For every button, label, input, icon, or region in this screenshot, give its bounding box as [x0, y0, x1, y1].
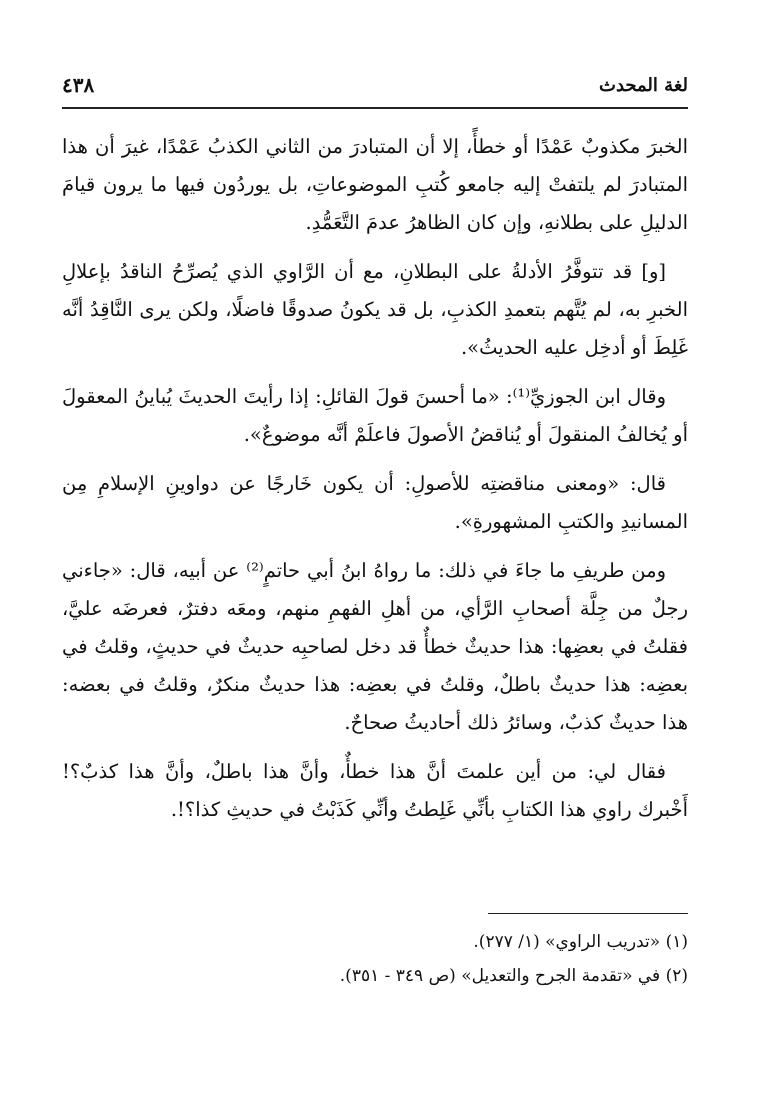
page-header: [62, 70, 688, 100]
paragraph-1: الخبرَ مكذوبٌ عَمْدًا أو خطأً، إلا أن المتبادرَ من الثاني الكذبُ عَمْدًا، غيرَ أن هذا المتبادرَ لم يلتفتْ إليه جامعو كُتبِ الموضوعاتِ، بل يوردُون فيها ما يرون قيامَ الدليلِ على بطلانهِ، وإن كان الظاهرُ عدمَ التَّعَمُّدِ.: [62, 135, 688, 234]
paragraph-3: وقال ابن الجوزيِّ⁽¹⁾: «ما أحسنَ قولَ القائلِ: إذا رأيتَ الحديثَ يُباينُ المعقولَ أو يُخالفُ المنقولَ أو يُناقضُ الأصولَ فاعلَمْ أنَّه موضوعٌ».: [62, 385, 688, 446]
header-divider: [62, 107, 688, 109]
book-page: [62, 0, 688, 1110]
paragraph-4: قال: «ومعنى مناقضتِه للأصولِ: أن يكون خَارجًا عن دواوينِ الإسلامِ مِن المسانيدِ والكتبِ المشهورةِ».: [62, 472, 688, 533]
footnote-divider: [488, 913, 688, 914]
running-title: لغة المحدث: [599, 74, 688, 96]
paragraph-2: [و] قد تتوفَّرُ الأدلةُ على البطلانِ، مع أن الرَّاوي الذي يُصرِّحُ الناقدُ بإعلالِ الخبرِ به، لم يُتَّهم بتعمدِ الكذبِ، بل قد يكونُ صدوقًا فاضلًا، ولكن يرى النَّاقِدُ أنَّه غَلِطَ أو أدخِل عليه الحديثُ».: [62, 260, 688, 359]
page-number: ٤٣٨: [62, 73, 95, 97]
paragraph-6: فقال لي: من أين علمتَ أنَّ هذا خطأٌ، وأنَّ هذا باطلٌ، وأنَّ هذا كذبٌ؟! أَخْبرك راوي هذا الكتابِ بأنِّي غَلِطتُ وأنِّي كَذَبْتُ في حديثِ كذا؟!.: [62, 760, 688, 821]
footnote-1: (١) «تدريب الراوي» (١/ ٢٧٧).: [473, 932, 688, 952]
footnotes: [62, 925, 688, 993]
footnote-2: (٢) في «تقدمة الجرح والتعديل» (ص ٣٤٩ - ٣٥١).: [339, 966, 688, 986]
paragraph-5: ومن طريفِ ما جاءَ في ذلك: ما رواهُ ابنُ أبي حاتمٍ⁽²⁾ عن أبيه، قال: «جاءني رجلٌ من جِلَّة أصحابِ الرَّأي، من أهلِ الفهمِ منهم، ومعَه دفترٌ، فعرضَه عليَّ، فقلتُ في بعضِها: هذا حديثٌ خطأٌ قد دخل لصاحبِه حديثٌ في حديثٍ، وقلتُ في بعضِه: هذا حديثٌ باطلٌ، وقلتُ في بعضِه: هذا حديثٌ منكرٌ، وقلتُ في بعضه: هذا حديثٌ كذبٌ، وسائرُ ذلك أحاديثُ صحاحٌ.: [62, 559, 688, 734]
main-text: [62, 128, 688, 840]
